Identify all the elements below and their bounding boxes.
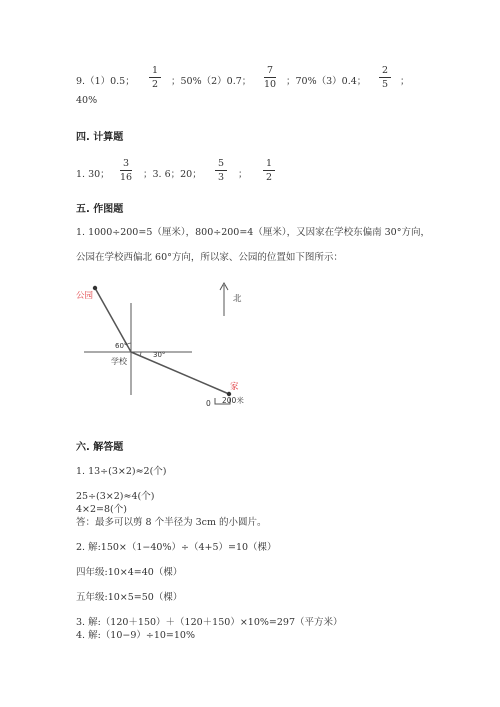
section4-sep: ；: [238, 169, 248, 180]
angle-30-label: 30°: [153, 351, 166, 359]
fraction-denominator: 2: [151, 79, 159, 90]
q9-line2: 40%: [76, 95, 98, 106]
q9-part3-text: ；70%（3）0.4；: [286, 76, 367, 87]
answer-line: 答：最多可以剪 8 个半径为 3cm 的小圆片。: [76, 517, 267, 528]
scale-unit-label: 200米: [222, 396, 244, 405]
angle-60-label: 60°: [115, 342, 128, 350]
section5-line1: 1. 1000÷200=5（厘米），800÷200=4（厘米），又因家在学校东偏南 30°方向，: [76, 227, 430, 238]
q9-end-text: ；: [400, 76, 410, 87]
q9-part1-text: 9.（1）0.5；: [76, 76, 135, 87]
answer-line: 1. 13÷(3×2)≈2(个): [76, 466, 167, 477]
section4-prefix: 1. 30；: [76, 169, 110, 180]
fraction-numerator: 7: [266, 65, 274, 76]
fraction-denominator: 5: [381, 79, 389, 90]
fraction-numerator: 1: [151, 65, 159, 76]
fraction-numerator: 2: [381, 65, 389, 76]
angle-30-arc: [140, 352, 141, 356]
north-label: 北: [233, 294, 242, 304]
park-point: [93, 286, 97, 290]
answer-line: 四年级:10×4=40（棵）: [76, 567, 183, 578]
fraction-denominator: 2: [265, 172, 273, 183]
fraction-denominator: 16: [119, 172, 133, 183]
section4-heading: 四. 计算题: [76, 132, 124, 143]
park-label: 公园: [76, 291, 94, 301]
school-to-home-line: [131, 352, 229, 394]
answer-line: 2. 解:150×（1−40%）÷（4+5）=10（棵）: [76, 542, 277, 553]
q9-part2-text: ；50%（2）0.7；: [171, 76, 252, 87]
fraction-numerator: 5: [217, 158, 225, 169]
fraction-denominator: 3: [217, 172, 225, 183]
answer-line: 五年级:10×5=50（棵）: [76, 592, 183, 603]
school-label: 学校: [111, 357, 127, 366]
fraction-numerator: 1: [265, 158, 273, 169]
fraction-denominator: 10: [263, 79, 277, 90]
section5-line2: 公园在学校西偏北 60°方向，所以家、公园的位置如下图所示：: [76, 252, 343, 263]
answer-line: 4×2=8(个): [76, 504, 127, 515]
section5-heading: 五. 作图题: [76, 204, 124, 215]
fraction-numerator: 3: [122, 158, 130, 169]
section4-mid: ；3. 6；20；: [143, 169, 202, 180]
home-label: 家: [230, 382, 239, 392]
section6-heading: 六. 解答题: [76, 442, 124, 453]
answer-line: 4. 解:（10−9）÷10=10%: [76, 630, 196, 641]
scale-zero-label: 0: [206, 399, 211, 408]
answer-line: 3. 解:（120＋150）＋（120＋150）×10%=297（平方米）: [76, 617, 343, 628]
answer-line: 25÷(3×2)≈4(个): [76, 491, 155, 502]
